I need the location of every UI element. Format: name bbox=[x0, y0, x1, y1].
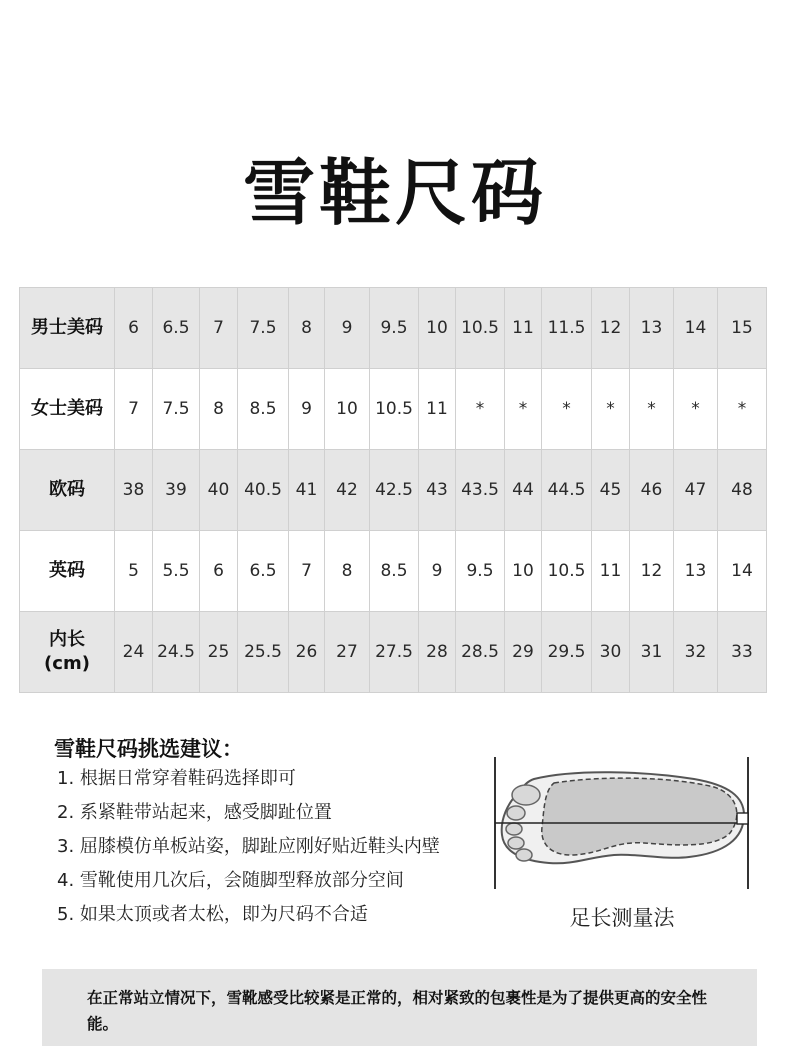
size-cell: 44 bbox=[505, 450, 542, 531]
size-cell: 8.5 bbox=[238, 369, 289, 450]
size-cell: 32 bbox=[674, 612, 718, 693]
size-cell: 10 bbox=[505, 531, 542, 612]
row-header bbox=[20, 288, 115, 369]
foot-measurement-figure bbox=[494, 757, 750, 889]
size-cell: 12 bbox=[630, 531, 674, 612]
size-cell: 46 bbox=[630, 450, 674, 531]
size-chart-table bbox=[19, 287, 767, 693]
row-header-label: 内长 bbox=[49, 629, 85, 650]
table-row bbox=[20, 531, 767, 612]
size-cell: * bbox=[456, 369, 505, 450]
size-cell: 43 bbox=[419, 450, 456, 531]
size-cell: 10.5 bbox=[456, 288, 505, 369]
size-cell: 41 bbox=[289, 450, 325, 531]
size-cell: 8 bbox=[289, 288, 325, 369]
size-cell: 29.5 bbox=[542, 612, 592, 693]
size-cell: * bbox=[542, 369, 592, 450]
size-cell: 38 bbox=[115, 450, 153, 531]
size-cell: * bbox=[505, 369, 542, 450]
size-cell: 7.5 bbox=[238, 288, 289, 369]
size-cell: 25.5 bbox=[238, 612, 289, 693]
page-title: 雪鞋尺码 bbox=[242, 151, 547, 235]
size-cell: 10 bbox=[325, 369, 370, 450]
size-cell: 9.5 bbox=[370, 288, 419, 369]
size-cell: 48 bbox=[718, 450, 767, 531]
size-cell: 9 bbox=[289, 369, 325, 450]
row-header-label: 男士美码 bbox=[31, 317, 103, 338]
row-header bbox=[20, 450, 115, 531]
note-text: 在正常站立情况下，雪靴感受比较紧是正常的，相对紧致的包裹性是为了提供更高的安全性能。 bbox=[87, 989, 708, 1033]
advice-title: 雪鞋尺码挑选建议： bbox=[54, 737, 243, 761]
foot-figure-caption: 足长测量法 bbox=[569, 906, 675, 930]
size-cell: 7.5 bbox=[153, 369, 200, 450]
size-cell: 9 bbox=[419, 531, 456, 612]
size-cell: 6.5 bbox=[238, 531, 289, 612]
advice-item: 1. 根据日常穿着鞋码选择即可 bbox=[57, 768, 296, 789]
size-cell: 31 bbox=[630, 612, 674, 693]
row-header-unit: (cm) bbox=[44, 653, 90, 674]
size-cell: 39 bbox=[153, 450, 200, 531]
size-cell: * bbox=[592, 369, 630, 450]
size-cell: 10.5 bbox=[542, 531, 592, 612]
size-cell: 5 bbox=[115, 531, 153, 612]
size-cell: 11.5 bbox=[542, 288, 592, 369]
size-cell: * bbox=[674, 369, 718, 450]
advice-item: 3. 屈膝模仿单板站姿，脚趾应刚好贴近鞋头内壁 bbox=[57, 836, 440, 857]
size-cell: 11 bbox=[505, 288, 542, 369]
size-cell: 27.5 bbox=[370, 612, 419, 693]
table-row bbox=[20, 450, 767, 531]
row-header-label: 欧码 bbox=[49, 479, 85, 500]
size-cell: 11 bbox=[592, 531, 630, 612]
size-cell: * bbox=[718, 369, 767, 450]
advice-list bbox=[57, 769, 487, 939]
size-cell: 7 bbox=[115, 369, 153, 450]
table-row bbox=[20, 288, 767, 369]
foot-outline-icon bbox=[494, 757, 750, 889]
size-cell: * bbox=[630, 369, 674, 450]
size-cell: 43.5 bbox=[456, 450, 505, 531]
size-cell: 42.5 bbox=[370, 450, 419, 531]
size-cell: 14 bbox=[674, 288, 718, 369]
size-cell: 40.5 bbox=[238, 450, 289, 531]
size-cell: 28 bbox=[419, 612, 456, 693]
size-cell: 24.5 bbox=[153, 612, 200, 693]
size-cell: 7 bbox=[200, 288, 238, 369]
size-cell: 26 bbox=[289, 612, 325, 693]
row-header bbox=[20, 531, 115, 612]
size-cell: 33 bbox=[718, 612, 767, 693]
size-cell: 7 bbox=[289, 531, 325, 612]
size-cell: 13 bbox=[630, 288, 674, 369]
size-cell: 6 bbox=[115, 288, 153, 369]
size-cell: 24 bbox=[115, 612, 153, 693]
size-cell: 42 bbox=[325, 450, 370, 531]
size-cell: 12 bbox=[592, 288, 630, 369]
advice-item: 2. 系紧鞋带站起来，感受脚趾位置 bbox=[57, 802, 332, 823]
size-cell: 8.5 bbox=[370, 531, 419, 612]
size-cell: 27 bbox=[325, 612, 370, 693]
advice-item: 5. 如果太顶或者太松，即为尺码不合适 bbox=[57, 904, 368, 925]
size-cell: 25 bbox=[200, 612, 238, 693]
size-cell: 13 bbox=[674, 531, 718, 612]
size-cell: 8 bbox=[325, 531, 370, 612]
size-cell: 9 bbox=[325, 288, 370, 369]
row-header bbox=[20, 612, 115, 693]
size-cell: 44.5 bbox=[542, 450, 592, 531]
size-cell: 40 bbox=[200, 450, 238, 531]
table-row bbox=[20, 612, 767, 693]
size-cell: 9.5 bbox=[456, 531, 505, 612]
note-box bbox=[42, 969, 757, 1046]
row-header-label: 女士美码 bbox=[31, 398, 103, 419]
size-cell: 47 bbox=[674, 450, 718, 531]
size-cell: 10 bbox=[419, 288, 456, 369]
size-cell: 30 bbox=[592, 612, 630, 693]
advice-item: 4. 雪靴使用几次后，会随脚型释放部分空间 bbox=[57, 870, 404, 891]
row-header-label: 英码 bbox=[49, 560, 85, 581]
size-cell: 11 bbox=[419, 369, 456, 450]
size-cell: 28.5 bbox=[456, 612, 505, 693]
size-cell: 6.5 bbox=[153, 288, 200, 369]
size-cell: 14 bbox=[718, 531, 767, 612]
size-cell: 8 bbox=[200, 369, 238, 450]
size-cell: 29 bbox=[505, 612, 542, 693]
row-header bbox=[20, 369, 115, 450]
size-cell: 15 bbox=[718, 288, 767, 369]
size-cell: 45 bbox=[592, 450, 630, 531]
table-row bbox=[20, 369, 767, 450]
size-cell: 6 bbox=[200, 531, 238, 612]
size-cell: 10.5 bbox=[370, 369, 419, 450]
size-cell: 5.5 bbox=[153, 531, 200, 612]
